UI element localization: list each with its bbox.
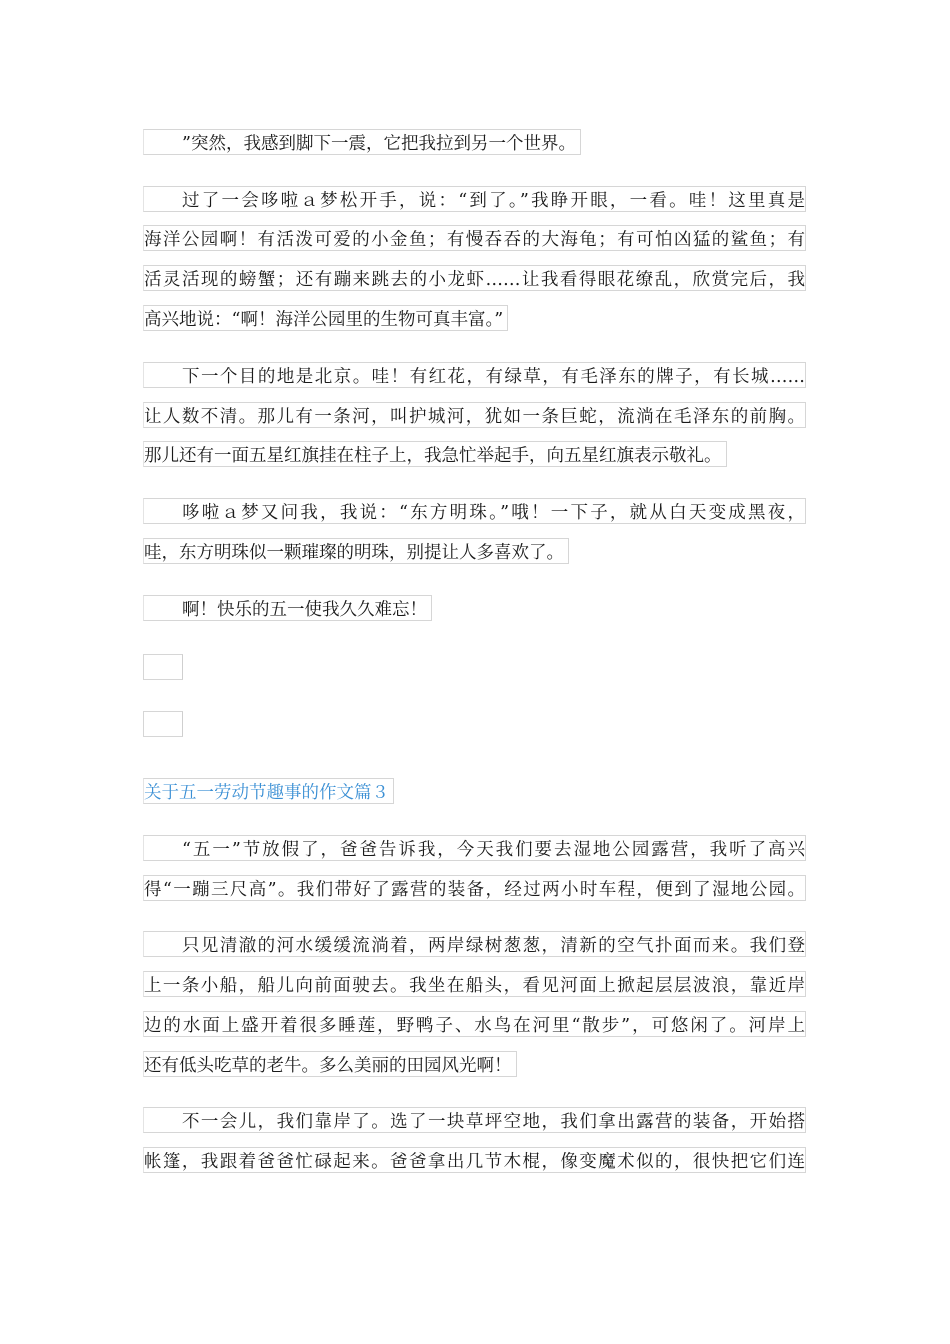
text-line: 过了一会哆啦ａ梦松开手，说：“到了。”我睁开眼，一看。哇！这里真是 [143, 186, 806, 212]
text-line: 只见清澈的河水缓缓流淌着，两岸绿树葱葱，清新的空气扑面而来。我们登 [143, 931, 806, 957]
text-line: 上一条小船，船儿向前面驶去。我坐在船头，看见河面上掀起层层波浪，靠近岸 [143, 971, 806, 997]
text-line: 海洋公园啊！有活泼可爱的小金鱼；有慢吞吞的大海龟；有可怕凶猛的鲨鱼；有 [143, 225, 806, 251]
text-line: 那儿还有一面五星红旗挂在柱子上，我急忙举起手，向五星红旗表示敬礼。 [143, 441, 727, 467]
text-line: ”突然，我感到脚下一震，它把我拉到另一个世界。 [143, 129, 581, 155]
text-line: 高兴地说：“啊！海洋公园里的生物可真丰富。” [143, 305, 508, 331]
empty-line [143, 654, 183, 680]
text-line: 得“一蹦三尺高”。我们带好了露营的装备，经过两小时车程，便到了湿地公园。 [143, 875, 806, 901]
text-line: 活灵活现的螃蟹；还有蹦来跳去的小龙虾……让我看得眼花缭乱，欣赏完后，我 [143, 265, 806, 291]
text-line: 边的水面上盛开着很多睡莲，野鸭子、水鸟在河里“散步”，可悠闲了。河岸上 [143, 1011, 806, 1037]
text-line: 帐篷，我跟着爸爸忙碌起来。爸爸拿出几节木棍，像变魔术似的，很快把它们连 [143, 1147, 806, 1173]
text-line: 啊！快乐的五一使我久久难忘！ [143, 595, 432, 621]
text-line: “五一”节放假了，爸爸告诉我，今天我们要去湿地公园露营，我听了高兴 [143, 835, 806, 861]
text-line: 让人数不清。那儿有一条河，叫护城河，犹如一条巨蛇，流淌在毛泽东的前胸。 [143, 402, 806, 428]
text-line: 不一会儿，我们靠岸了。选了一块草坪空地，我们拿出露营的装备，开始搭 [143, 1107, 806, 1133]
text-line: 还有低头吃草的老牛。多么美丽的田园风光啊！ [143, 1051, 517, 1077]
section-heading: 关于五一劳动节趣事的作文篇３ [143, 778, 394, 804]
empty-line [143, 711, 183, 737]
text-line: 哇，东方明珠似一颗璀璨的明珠，别提让人多喜欢了。 [143, 538, 569, 564]
text-line: 哆啦ａ梦又问我，我说：“东方明珠。”哦！一下子，就从白天变成黑夜， [143, 498, 806, 524]
text-line: 下一个目的地是北京。哇！有红花，有绿草，有毛泽东的牌子，有长城…… [143, 362, 806, 388]
